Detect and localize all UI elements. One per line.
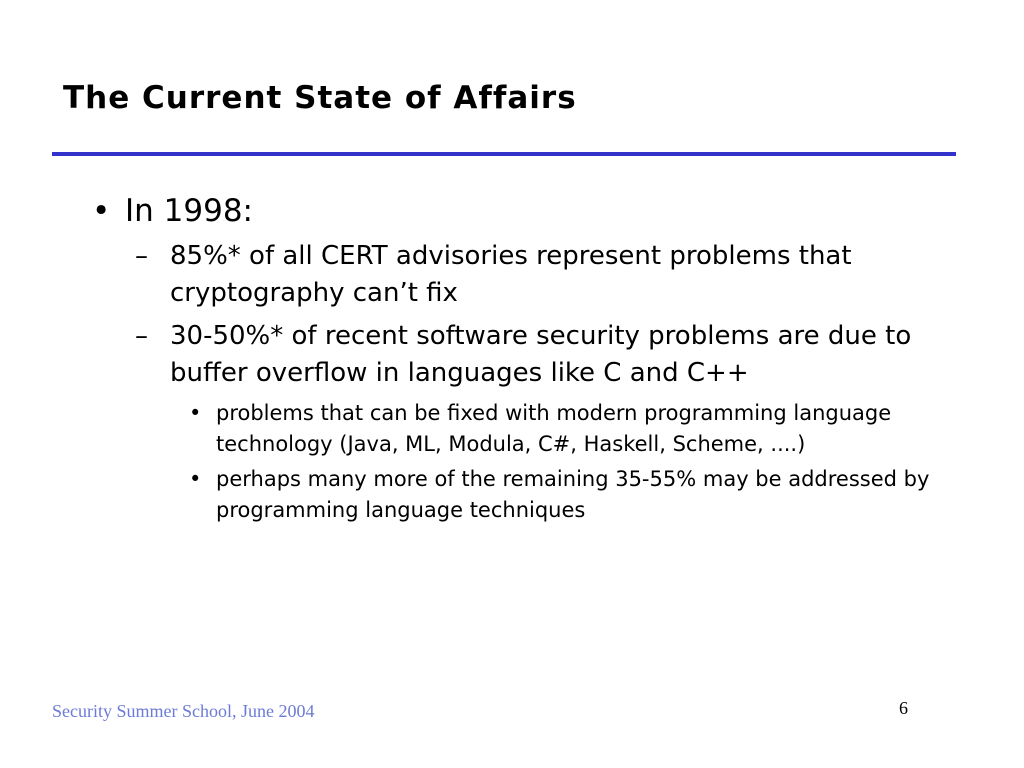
slide-title: The Current State of Affairs (63, 80, 577, 116)
bullet-level3 (189, 398, 942, 460)
bullet-marker: • (92, 193, 111, 229)
slide-content (92, 190, 942, 530)
bullet-level1 (92, 190, 942, 232)
footer-text: Security Summer School, June 2004 (52, 701, 315, 721)
title-underline (52, 152, 956, 156)
bullet-level2 (135, 238, 942, 312)
bullet-text: 30-50%* of recent software security problems are due to buffer overflow in languages like C and C++ (170, 321, 912, 388)
bullet-text: 85%* of all CERT advisories represent problems that cryptography can’t fix (170, 241, 852, 308)
bullet-text: In 1998: (125, 193, 253, 229)
bullet-text: perhaps many more of the remaining 35-55% may be addressed by programming language techniques (216, 467, 930, 522)
bullet-level2 (135, 318, 942, 392)
bullet-marker: • (189, 401, 202, 425)
page-number: 6 (899, 698, 908, 718)
bullet-level3 (189, 464, 942, 526)
bullet-text: problems that can be fixed with modern programming language technology (Java, ML, Modula, C#, Haskell, Scheme, ....) (216, 401, 892, 456)
dash-marker: – (135, 241, 148, 271)
dash-marker: – (135, 321, 148, 351)
bullet-marker: • (189, 467, 202, 491)
